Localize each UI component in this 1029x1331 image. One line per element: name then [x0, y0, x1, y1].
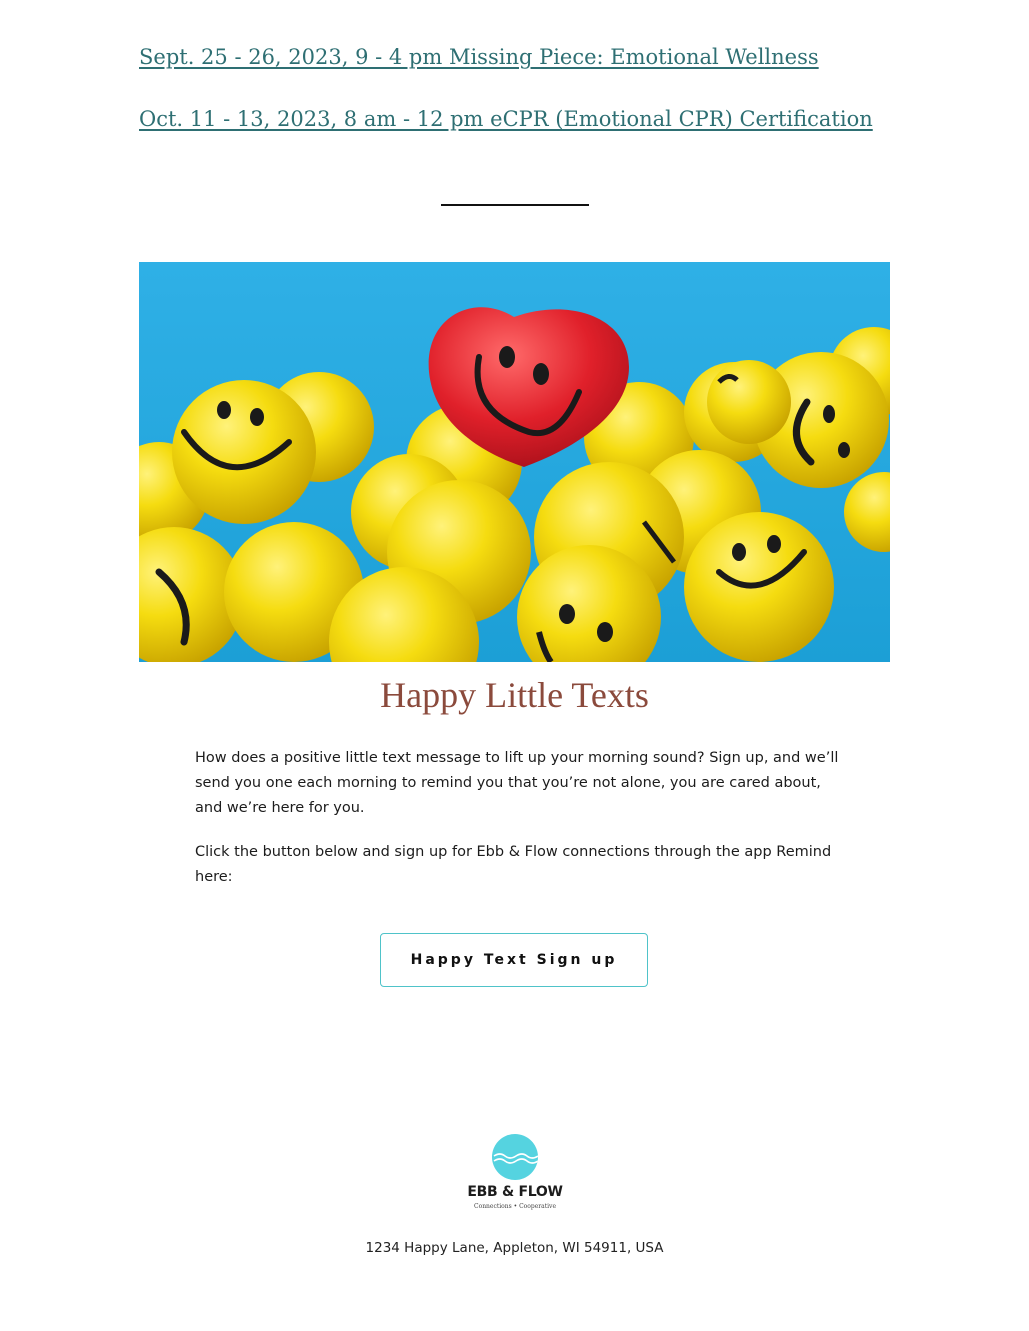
- instruction-paragraph: Click the button below and sign up for Ebb & Flow connections through the app Remind here:: [195, 844, 832, 885]
- event-link-ecpr-certification[interactable]: Oct. 11 - 13, 2023, 8 am - 12 pm eCPR (Emotional CPR) Certification: [139, 107, 873, 131]
- ebb-flow-logo: [456, 1134, 574, 1214]
- logo-tagline: Connections • Cooperative: [473, 1203, 556, 1210]
- wave-icon: [492, 1134, 538, 1180]
- footer-address: 1234 Happy Lane, Appleton, WI 54911, USA: [365, 1240, 664, 1256]
- divider: [441, 204, 589, 206]
- logo-name: EBB & FLOW: [467, 1184, 563, 1200]
- event-link-missing-piece[interactable]: Sept. 25 - 26, 2023, 9 - 4 pm Missing Piece: Emotional Wellness: [139, 45, 819, 69]
- intro-paragraph: How does a positive little text message to lift up your morning sound? Sign up, and we’ll send you one each morning to remind you that you’re not alone, you are cared about, and we’re here for you.: [195, 750, 839, 816]
- hero-image: [139, 262, 890, 662]
- happy-text-signup-button[interactable]: Happy Text Sign up: [380, 933, 648, 987]
- section-title: Happy Little Texts: [380, 675, 649, 715]
